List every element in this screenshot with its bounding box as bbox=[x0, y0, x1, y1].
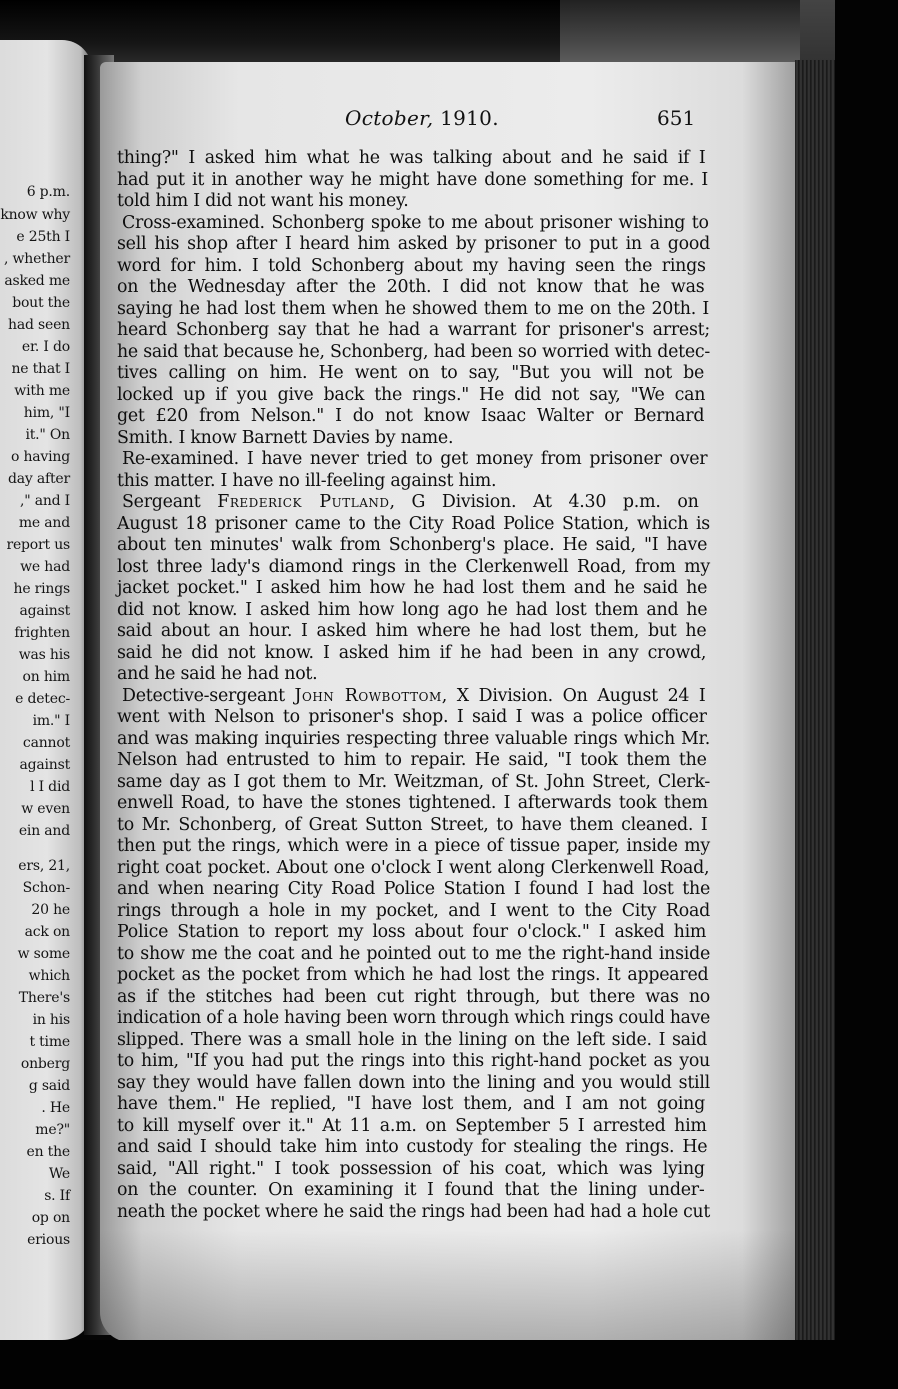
text-line: right coat pocket. About one o'clock I went along Clerkenwell Road, bbox=[117, 857, 710, 878]
previous-page-fragment: on him bbox=[22, 669, 70, 685]
text-line: jacket pocket." I asked him how he had lost them and he said he bbox=[117, 578, 708, 598]
text-line: to kill myself over it." At 11 a.m. on September 5 I arrested him bbox=[117, 1115, 707, 1136]
text-line: had put it in another way he might have done something for me. I bbox=[117, 169, 709, 190]
text-line: lost three lady's diamond rings in the Clerkenwell Road, from my bbox=[117, 556, 710, 577]
text-line: and when nearing City Road Police Station I found I had lost the bbox=[117, 879, 710, 899]
text-line: thing?" I asked him what he was talking about and he said if I bbox=[117, 148, 706, 168]
previous-page-fragment: 6 p.m. bbox=[26, 184, 70, 200]
text-line: locked up if you give back the rings." He did not say, "We can bbox=[117, 384, 706, 405]
previous-page-fragment: er. I do bbox=[21, 339, 70, 355]
previous-page-fragment: en the bbox=[26, 1144, 70, 1160]
running-head-month: October, bbox=[345, 106, 434, 130]
text-line: saying he had lost them when he showed them to me on the 20th. I bbox=[117, 298, 709, 319]
text-line: Police Station to report my loss about four o'clock." I asked him bbox=[117, 922, 707, 942]
page-number: 651 bbox=[657, 106, 696, 130]
previous-page-fragment: he rings bbox=[13, 581, 70, 597]
text-line: to him, "If you had put the rings into this right-hand pocket as you bbox=[117, 1051, 710, 1071]
previous-page-fragment: frighten bbox=[14, 625, 70, 641]
text-line: on the Wednesday after the 20th. I did not know that he was bbox=[117, 277, 705, 297]
text-line: enwell Road, to have the stones tightened. I afterwards took them bbox=[117, 793, 708, 813]
previous-page-fragment: e 25th I bbox=[16, 229, 70, 245]
text-line: as if the stitches had been cut right through, but there was no bbox=[117, 986, 710, 1007]
text-line: get £20 from Nelson." I do not know Isaac Walter or Bernard bbox=[117, 406, 705, 426]
text-line: tives calling on him. He went on to say, "But you will not be bbox=[117, 363, 705, 383]
previous-page-fragment: s. If bbox=[44, 1188, 70, 1204]
text-line: told him I did not want his money. bbox=[117, 191, 409, 211]
text-line: said about an hour. I asked him where he had lost them, but he bbox=[117, 621, 707, 641]
previous-page-fragment: w some bbox=[17, 946, 70, 962]
text-line bbox=[122, 492, 699, 512]
text-line: heard Schonberg say that he had a warrant for prisoner's arrest; bbox=[117, 320, 710, 340]
previous-page-edge bbox=[0, 40, 92, 1340]
text-line: and was making inquiries respecting three valuable rings which Mr. bbox=[117, 728, 710, 749]
text-line: say they would have fallen down into the lining and you would still bbox=[117, 1072, 710, 1093]
previous-page-fragment: ein and bbox=[18, 823, 70, 839]
text-line: Nelson had entrusted to him to repair. He said, "I took them the bbox=[117, 750, 707, 770]
previous-page-fragment: There's bbox=[18, 990, 70, 1006]
previous-page-fragment: in his bbox=[32, 1012, 70, 1028]
text-line: and said I should take him into custody for stealing the rings. He bbox=[117, 1137, 708, 1157]
previous-page-fragment: l I did bbox=[30, 779, 70, 795]
text-line: word for him. I told Schonberg about my having seen the rings bbox=[117, 255, 706, 276]
previous-page-fragment: 20 he bbox=[31, 902, 70, 918]
text-line: went with Nelson to prisoner's shop. I said I was a police officer bbox=[117, 707, 707, 727]
previous-page-fragment: had seen bbox=[8, 317, 70, 333]
text-line bbox=[122, 686, 706, 706]
page-edge-stack bbox=[795, 60, 835, 1360]
previous-page-fragment: we had bbox=[20, 559, 70, 575]
previous-page-fragment: We bbox=[48, 1166, 70, 1182]
scan-bottom-border bbox=[0, 1340, 898, 1389]
text-line: indication of a hole having been worn through which rings could have bbox=[117, 1008, 710, 1028]
scan-right-border bbox=[835, 0, 898, 1389]
text-line: he said that because he, Schonberg, had been so worried with detec- bbox=[117, 341, 710, 362]
previous-page-fragment: day after bbox=[8, 471, 70, 487]
previous-page-fragment: ne that I bbox=[11, 361, 70, 377]
page-shadow bbox=[100, 1230, 798, 1342]
text-line: about ten minutes' walk from Schonberg's place. He said, "I have bbox=[117, 535, 708, 555]
previous-page-fragment: it." On bbox=[25, 427, 70, 443]
text-line: said, "All right." I took possession of his coat, which was lying bbox=[117, 1158, 705, 1179]
previous-page-fragment: ack on bbox=[24, 924, 70, 940]
witness-title: Sergeant bbox=[122, 492, 218, 512]
previous-page-fragment: report us bbox=[6, 537, 70, 553]
running-head bbox=[345, 106, 499, 130]
running-head-year: 1910. bbox=[440, 106, 499, 130]
previous-page-fragment: against bbox=[19, 603, 70, 619]
text-line: August 18 prisoner came to the City Road Police Station, which is bbox=[117, 513, 710, 534]
previous-page-fragment: im." I bbox=[32, 713, 70, 729]
previous-page-fragment: ers, 21, bbox=[18, 858, 70, 874]
text-line: have them." He replied, "I have lost them, and I am not going bbox=[117, 1094, 706, 1114]
previous-page-fragment: asked me bbox=[4, 273, 70, 289]
previous-page-fragment: was his bbox=[18, 647, 70, 663]
previous-page-fragment: with me bbox=[14, 383, 70, 399]
previous-page-fragment: bout the bbox=[12, 295, 70, 311]
text-line: neath the pocket where he said the rings had been had had a hole cut bbox=[117, 1201, 710, 1222]
line-text: , G Division. At 4.30 p.m. on bbox=[389, 492, 699, 512]
previous-page-fragment: o having bbox=[10, 449, 70, 465]
text-line: to Mr. Schonberg, of Great Sutton Street, to have them cleaned. I bbox=[117, 814, 708, 835]
text-line: did not know. I asked him how long ago he had lost them and he bbox=[117, 599, 708, 620]
text-line: on the counter. On examining it I found that the lining under- bbox=[117, 1180, 705, 1200]
previous-page-fragment: against bbox=[19, 757, 70, 773]
text-line: same day as I got them to Mr. Weitzman, of St. John Street, Clerk- bbox=[117, 771, 710, 792]
previous-page-fragment: cannot bbox=[22, 735, 70, 751]
previous-page-fragment: onberg bbox=[20, 1056, 70, 1072]
text-line: this matter. I have no ill-feeling against him. bbox=[117, 470, 497, 491]
text-line: sell his shop after I heard him asked by prisoner to put in a good bbox=[117, 234, 710, 254]
previous-page-fragment: erious bbox=[27, 1232, 70, 1248]
previous-page-fragment: op on bbox=[31, 1210, 70, 1226]
text-line: said he did not know. I asked him if he had been in any crowd, bbox=[117, 642, 707, 663]
text-line: and he said he had not. bbox=[117, 664, 318, 684]
previous-page-fragment: w even bbox=[21, 801, 70, 817]
previous-page-fragment: e detec- bbox=[15, 691, 70, 707]
text-line: Cross-examined. Schonberg spoke to me about prisoner wishing to bbox=[122, 212, 709, 233]
witness-name: Frederick Putland bbox=[217, 492, 390, 512]
previous-page-fragment: know why bbox=[0, 207, 70, 223]
text-line: pocket as the pocket from which he had lost the rings. It appeared bbox=[117, 965, 709, 985]
previous-page-fragment: me and bbox=[18, 515, 70, 531]
text-line: slipped. There was a small hole in the lining on the left side. I said bbox=[117, 1029, 707, 1050]
text-line: Re-examined. I have never tried to get money from prisoner over bbox=[122, 449, 708, 469]
previous-page-fragment: . He bbox=[41, 1100, 70, 1116]
previous-page-fragment: Schon- bbox=[22, 880, 70, 896]
text-line: rings through a hole in my pocket, and I went to the City Road bbox=[117, 900, 710, 921]
previous-page-fragment: him, "I bbox=[23, 405, 70, 421]
previous-page-fragment: t time bbox=[29, 1034, 70, 1050]
previous-page-text bbox=[0, 40, 70, 1340]
text-line: to show me the coat and he pointed out to me the right-hand inside bbox=[117, 943, 710, 964]
witness-title: Detective-sergeant bbox=[122, 685, 295, 706]
text-line: then put the rings, which were in a piece of tissue paper, inside my bbox=[117, 836, 710, 856]
line-text: , X Division. On August 24 I bbox=[441, 685, 706, 706]
previous-page-fragment: ," and I bbox=[19, 493, 70, 509]
previous-page-fragment: which bbox=[28, 968, 70, 984]
witness-name: John Rowbottom bbox=[294, 685, 442, 706]
previous-page-fragment: , whether bbox=[3, 251, 70, 267]
text-line: Smith. I know Barnett Davies by name. bbox=[117, 427, 454, 448]
previous-page-fragment: me?" bbox=[35, 1122, 70, 1138]
previous-page-fragment: g said bbox=[28, 1078, 70, 1094]
